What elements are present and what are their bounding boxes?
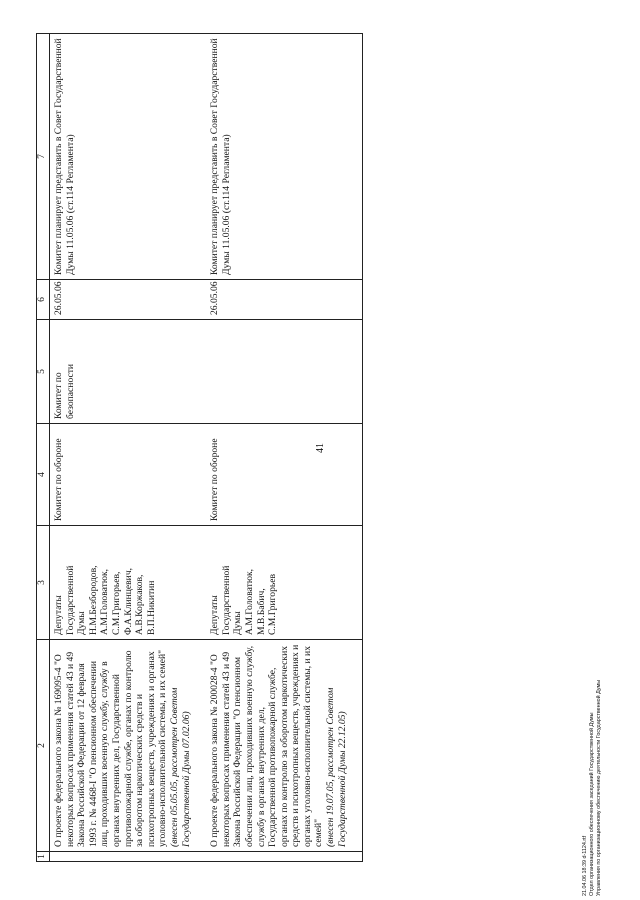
footer-directorate: Управления по организационному обеспечению деятельности Государственной Думы — [596, 679, 602, 896]
row-number — [206, 852, 363, 862]
author-line: Депутаты — [209, 595, 221, 635]
status-cell: Комитет планирует представить в Совет Государственной Думы 11.05.06 (ст.114 Регламента) — [50, 34, 207, 280]
author-line: Н.М.Безбородов, — [87, 565, 99, 635]
author-line: Думы — [76, 611, 88, 635]
column-header: 7 — [37, 34, 50, 280]
rotated-page-content — [36, 34, 558, 862]
date-cell: 26.05.06 — [50, 280, 207, 320]
main-committee: Комитет по обороне — [50, 424, 207, 526]
footer-department: Отдел организационного обеспечения заседаний Государственной Думы — [589, 712, 595, 896]
bill-cell — [206, 640, 363, 852]
author-line: Ф.А.Клинцевич, — [122, 567, 134, 635]
column-header: 5 — [37, 320, 50, 424]
bill-note: (внесен 19.07.05, рассмотрен Советом Государственной Думы 22.12.05) — [325, 687, 348, 847]
author-line: А.М.Головатюк, — [99, 568, 111, 635]
author-line: С.М.Григорьев, — [110, 571, 122, 635]
page-number: 41 — [315, 443, 326, 453]
bill-title: О проекте федерального закона № 169095-4 "О некоторых вопросах применения статей 43 и 49 Закона Российской Федерации от 12 февраля 1993 г. № 4468-I "О пенсионном обеспечении лиц, проходивших военную службу, службу в органах внутренних дел, Государственной противопожарной службе, органах по контролю за оборотом наркотических средств и психотропных веществ, учреждениях и органах уголовно-исполнительной системы, и их семей" — [53, 649, 169, 847]
column-header: 2 — [37, 640, 50, 852]
author-line: Депутаты — [53, 595, 64, 635]
author-line: В.П.Никитин — [145, 580, 157, 635]
co-committee — [206, 320, 363, 424]
column-header: 3 — [37, 526, 50, 640]
author-line: С.М.Григорьев — [267, 573, 279, 635]
authors-cell — [50, 526, 207, 640]
document-footer — [582, 680, 603, 896]
column-header: 6 — [37, 280, 50, 320]
author-line: А.М.Головатюк, — [243, 568, 255, 635]
date-cell: 26.05.06 — [206, 280, 363, 320]
author-line: Государственной — [220, 565, 232, 635]
author-line: Думы — [232, 611, 244, 635]
footer-file-stamp: 21.04.06 18:39 d-1124.rtf — [582, 835, 588, 896]
authors-cell — [206, 526, 363, 640]
author-line: А.В.Коржаков, — [134, 574, 146, 635]
main-committee: Комитет по обороне — [206, 424, 363, 526]
author-line: Государственной — [64, 565, 76, 635]
bill-cell — [50, 640, 207, 852]
co-committee: Комитет по безопасности — [50, 320, 207, 424]
status-cell: Комитет планирует представить в Совет Государственной Думы 11.05.06 (ст.114 Регламента) — [206, 34, 363, 280]
author-line: М.В.Бабич, — [255, 588, 267, 635]
bill-note: (внесен 05.05.05, рассмотрен Советом Государственной Думы 07.02.06) — [168, 687, 192, 847]
bill-title: О проекте федерального закона № 200028-4 "О некоторых вопросах применения статей 43 и 49 Закона Российской Федерации "О пенсионном обеспечении лиц, проходивших военную службу, службу в органах внутренних дел, Государственной противопожарной службе, органах по контролю за оборотом наркотических средств и психотропных веществ, учреждениях и органах уголовно-исполнительной системы, и их семей" — [209, 644, 325, 847]
column-header: 1 — [37, 852, 50, 862]
bills-table — [36, 33, 363, 862]
column-header: 4 — [37, 424, 50, 526]
table-header-row — [37, 34, 50, 862]
row-number — [50, 852, 207, 862]
table-row — [206, 34, 363, 862]
table-row — [50, 34, 207, 862]
